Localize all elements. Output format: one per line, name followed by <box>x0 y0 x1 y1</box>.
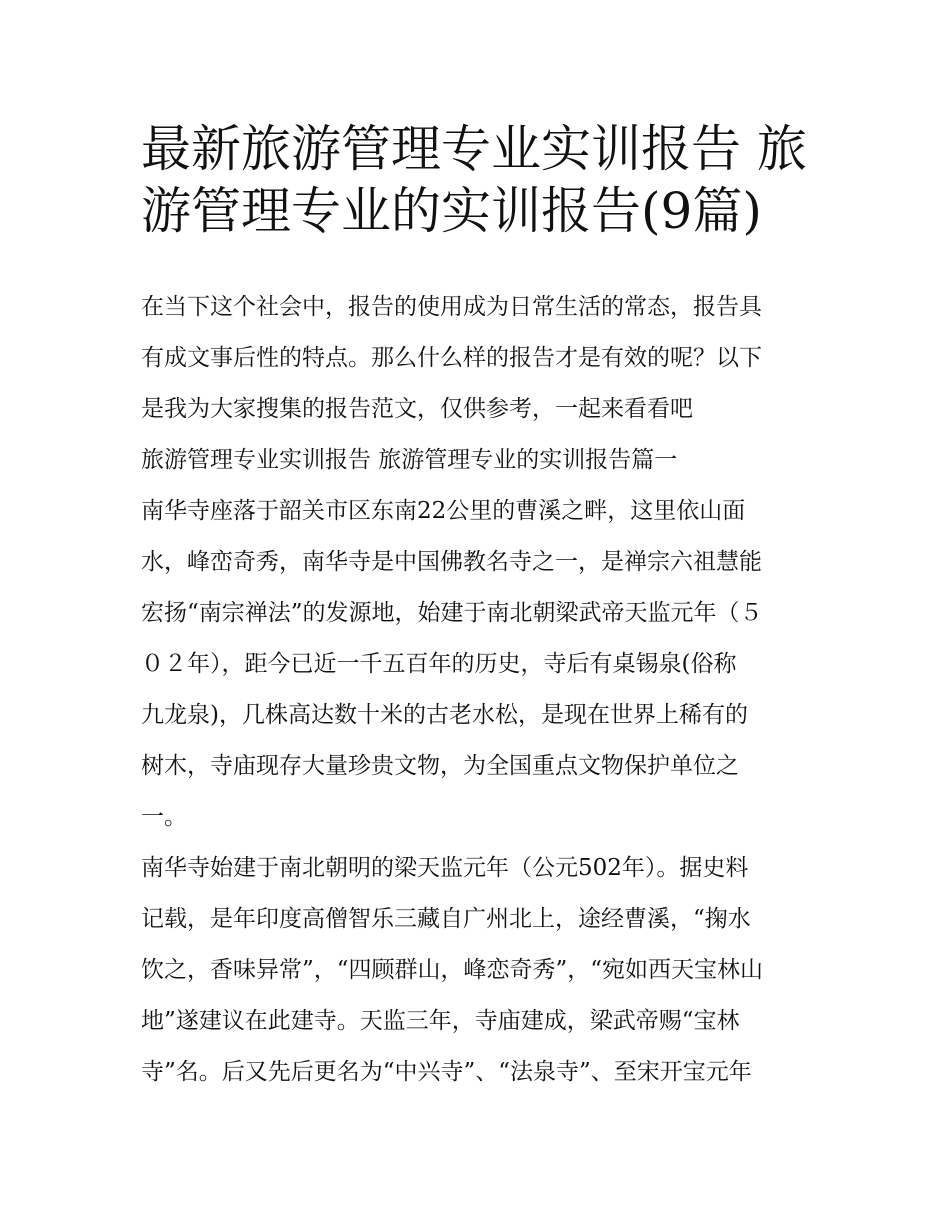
body-line: 南华寺始建于南北朝明的梁天监元年（公元502年）。据史料 <box>141 855 749 881</box>
body-line: 在当下这个社会中，报告的使用成为日常生活的常态，报告具 <box>141 294 762 320</box>
body-line: 水，峰峦奇秀，南华寺是中国佛教名寺之一，是禅宗六祖慧能 <box>141 549 762 575</box>
body-line: 是我为大家搜集的报告范文，仅供参考，一起来看看吧 <box>141 396 693 422</box>
title-line: 游管理专业的实训报告(9篇) <box>141 182 762 240</box>
body-line: 寺”名。后又先后更名为“中兴寺”、“法泉寺”、至宋开宝元年 <box>141 1059 752 1085</box>
body-line: 饮之，香味异常”，“四顾群山，峰恋奇秀”，“宛如西天宝林山 <box>141 957 764 983</box>
title-line: 最新旅游管理专业实训报告 旅 <box>141 120 807 178</box>
body-line: 树木，寺庙现存大量珍贵文物，为全国重点文物保护单位之 <box>141 753 739 779</box>
body-line: 九龙泉)，几株高达数十米的古老水松，是现在世界上稀有的 <box>141 702 748 728</box>
section-heading: 旅游管理专业实训报告 旅游管理专业的实训报告篇一 <box>141 447 678 473</box>
document-body <box>141 282 821 1098</box>
body-line: 地”遂建议在此建寺。天监三年，寺庙建成，梁武帝赐“宝林 <box>141 1008 740 1034</box>
body-line: 有成文事后性的特点。那么什么样的报告才是有效的呢？以下 <box>141 345 762 371</box>
body-line: 记载，是年印度高僧智乐三藏自广州北上，途经曹溪，“掬水 <box>141 906 751 932</box>
body-line: 宏扬“南宗禅法”的发源地，始建于南北朝梁武帝天监元年（５ <box>141 600 763 626</box>
document-title <box>141 118 831 242</box>
body-line: 一。 <box>141 804 187 830</box>
body-line: ０２年），距今已近一千五百年的历史，寺后有桌锡泉(俗称 <box>141 651 737 677</box>
body-line: 南华寺座落于韶关市区东南22公里的曹溪之畔，这里依山面 <box>141 498 746 524</box>
